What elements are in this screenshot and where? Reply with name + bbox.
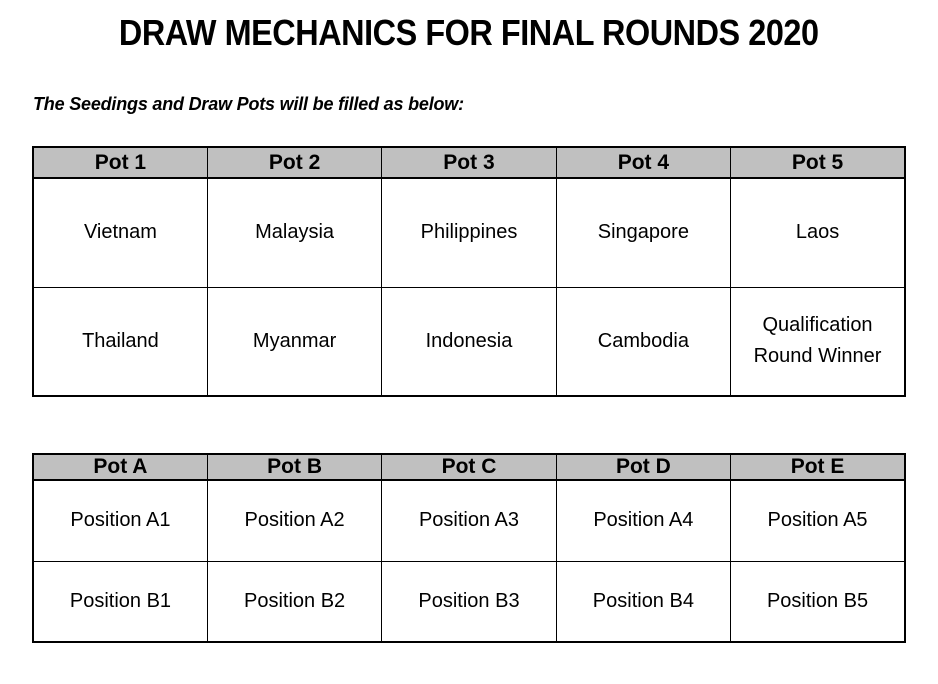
seeding-row-1 [33, 178, 905, 287]
header-cell-pot-2: Pot 2 [207, 147, 381, 178]
page-title [0, 12, 938, 53]
cell-pot2-seed1: Malaysia [207, 178, 381, 287]
cell-position-b4: Position B4 [556, 561, 730, 642]
seeding-pots-table [32, 146, 906, 397]
header-cell-pot-5: Pot 5 [731, 147, 905, 178]
intro-text: The Seedings and Draw Pots will be filled as below: [33, 94, 464, 114]
positions-header-row [33, 454, 905, 480]
cell-position-b3: Position B3 [382, 561, 556, 642]
seeding-row-2 [33, 287, 905, 396]
header-cell-pot-c: Pot C [382, 454, 556, 480]
draw-positions-table [32, 453, 906, 643]
cell-pot3-seed2: Indonesia [382, 287, 556, 396]
cell-position-b1: Position B1 [33, 561, 207, 642]
cell-position-b5: Position B5 [731, 561, 905, 642]
header-cell-pot-4: Pot 4 [556, 147, 730, 178]
cell-position-a2: Position A2 [207, 480, 381, 561]
cell-pot2-seed2: Myanmar [207, 287, 381, 396]
cell-position-a4: Position A4 [556, 480, 730, 561]
cell-pot5-seed2: Qualification Round Winner [731, 287, 905, 396]
header-cell-pot-d: Pot D [556, 454, 730, 480]
header-cell-pot-b: Pot B [207, 454, 381, 480]
positions-row-b [33, 561, 905, 642]
header-cell-pot-e: Pot E [731, 454, 905, 480]
cell-pot1-seed2: Thailand [33, 287, 207, 396]
cell-position-b2: Position B2 [207, 561, 381, 642]
positions-row-a [33, 480, 905, 561]
cell-position-a3: Position A3 [382, 480, 556, 561]
cell-pot3-seed1: Philippines [382, 178, 556, 287]
header-cell-pot-3: Pot 3 [382, 147, 556, 178]
seeding-header-row [33, 147, 905, 178]
cell-pot4-seed1: Singapore [556, 178, 730, 287]
cell-position-a1: Position A1 [33, 480, 207, 561]
cell-position-a5: Position A5 [731, 480, 905, 561]
page-title-text: DRAW MECHANICS FOR FINAL ROUNDS 2020 [119, 12, 819, 53]
cell-pot4-seed2: Cambodia [556, 287, 730, 396]
header-cell-pot-a: Pot A [33, 454, 207, 480]
cell-pot5-seed1: Laos [731, 178, 905, 287]
cell-pot1-seed1: Vietnam [33, 178, 207, 287]
header-cell-pot-1: Pot 1 [33, 147, 207, 178]
